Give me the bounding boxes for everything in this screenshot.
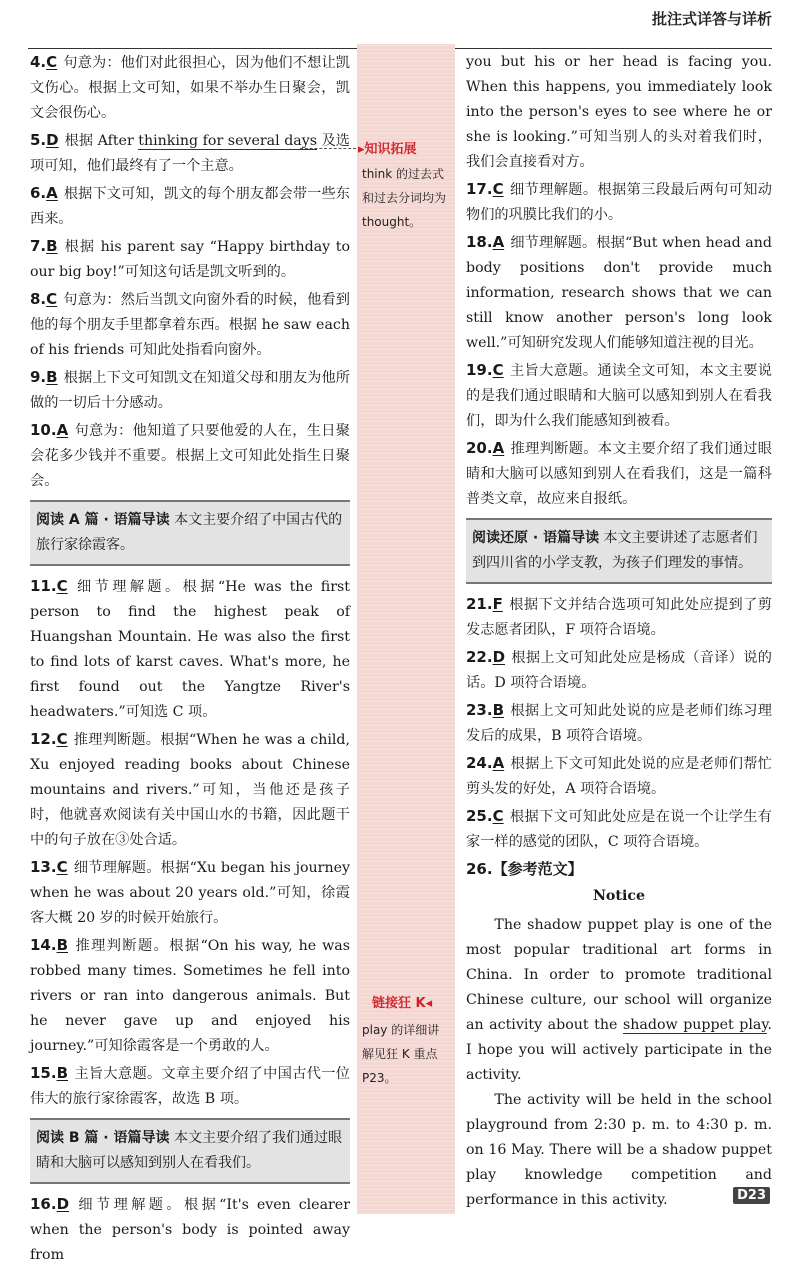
answer-text: 推理判断题。根据“When he was a child, Xu enjoyed reading books about Chinese mountains and rivers.”可知，当他还是孩子时，他就喜欢阅读有关中国山水的书籍，因此题干中的句子放在③处合适。 (30, 732, 350, 848)
answer-text: 句意为：他知道了只要他爱的人在，生日聚会花多少钱并不重要。根据上文可知此处指生日聚会。 (30, 423, 350, 489)
question-number: 14.B (30, 936, 69, 954)
question-number: 23.B (466, 701, 505, 719)
answer-letter: D (492, 648, 506, 666)
answer-item (30, 418, 350, 494)
answer-text: 细节理解题。根据“But when head and body positions don't provide much information, research shows that we can still know another person's long look well.”可知研究发现人们能够知道注视的目光。 (466, 235, 772, 351)
answer-letter: C (46, 53, 58, 71)
answer-text: 句意为：然后当凯文向窗外看的时候，他看到他的每个朋友手里都拿着东西。根据 he saw each of his friends 可知此处指看向窗外。 (30, 292, 350, 358)
guide-c-label: 阅读还原 · 语篇导读 (472, 530, 600, 546)
answer-letter: A (492, 233, 505, 251)
header-title: 批注式详答与详析 (651, 10, 772, 28)
answer-item (30, 365, 350, 416)
answer-text: 根据下文并结合选项可知此处应提到了剪发志愿者团队，F 项符合语境。 (466, 597, 772, 638)
question-number: 22.D (466, 648, 506, 666)
essay (466, 857, 772, 1213)
answer-text: 根据上下文可知凯文在知道父母和朋友为他所做的一切后十分感动。 (30, 370, 350, 411)
question-number: 11.C (30, 577, 68, 595)
question-number: 4.C (30, 53, 58, 71)
answer-item (30, 727, 350, 853)
essay-paragraph-1: The shadow puppet play is one of the most popular traditional art forms in China. In order to promote traditional Chinese culture, our school will organize an activity about the shadow puppet play. I hope you will actively participate in the activity. (466, 917, 772, 1083)
answer-letter: B (46, 237, 58, 255)
answer-item (466, 751, 772, 802)
answer-item (30, 50, 350, 126)
answer-item: 5.D 根据 After thinking for several days 及选项可知，他们最终有了一个主意。 (30, 131, 350, 174)
answer-item (466, 358, 772, 434)
answer-text: 细节理解题。根据第三段最后两句可知动物们的巩膜比我们的小。 (466, 182, 772, 223)
answer-text: 根据上文可知此处应是杨成（音译）说的话。D 项符合语境。 (466, 650, 772, 691)
answer-text: 细节理解题。根据“Xu began his journey when he was about 20 years old.”可知，徐霞客大概 20 岁的时候开始旅行。 (30, 860, 350, 926)
answer-text: 主旨大意题。通读全文可知，本文主要说的是我们通过眼睛和大脑可以感知到别人在看我们，即为什么我们能感知到被看。 (466, 363, 772, 429)
question-number: 10.A (30, 421, 69, 439)
guide-a (30, 500, 350, 566)
guide-b-text: 本文主要介绍了我们通过眼睛和大脑可以感知到别人在看我们。 (36, 1130, 342, 1171)
right-column (466, 50, 772, 1213)
answer-text: 推理判断题。本文主要介绍了我们通过眼睛和大脑可以感知到别人在看我们，这是一篇科普类文章，故应来自报纸。 (466, 441, 772, 507)
answer-letter: F (492, 595, 503, 613)
answer-text: 根据上下文可知此处说的应是老师们帮忙剪头发的好处，A 项符合语境。 (466, 756, 772, 797)
answer-item (466, 698, 772, 749)
question-number: 8.C (30, 290, 58, 308)
q16-continuation: you but his or her head is facing you. When this happens, you immediately look into the person's eyes to see where he or she is looking.”可知当别人的头对着我们时，我们会直接看对方。 (466, 54, 772, 170)
answer-item (466, 804, 772, 855)
answer-text: 推理判断题。根据“On his way, he was robbed many times. Sometimes he fell into rivers or ran into dangerous animals. But he never gave up and enjoyed his journey.”可知徐霞客是一个勇敢的人。 (30, 938, 350, 1054)
answer-letter: C (492, 361, 504, 379)
question-number: 24.A (466, 754, 505, 772)
question-number: 15.B (30, 1064, 69, 1082)
guide-a-text: 本文主要介绍了中国古代的旅行家徐霞客。 (36, 512, 343, 553)
guide-b (30, 1118, 350, 1184)
answer-text: 根据下文可知，凯文的每个朋友都会带一些东西来。 (30, 186, 350, 227)
answer-letter: B (492, 701, 505, 719)
note-arrow-1 (300, 148, 356, 149)
answer-text: 主旨大意题。文章主要介绍了中国古代一位伟大的旅行家徐霞客，故选 B 项。 (30, 1066, 350, 1107)
essay-title: Notice (592, 888, 646, 904)
answer-letter: A (56, 421, 69, 439)
guide-c-text: 本文主要讲述了志愿者们到四川省的小学支教，为孩子们理发的事情。 (472, 530, 758, 571)
note-tag-1: ▸知识拓展 (358, 142, 417, 157)
answer-item (466, 592, 772, 643)
answer-item (30, 287, 350, 363)
guide-b-label: 阅读 B 篇 · 语篇导读 (36, 1130, 170, 1146)
question-number: 13.C (30, 858, 68, 876)
question-number: 17.C (466, 180, 504, 198)
note-2: play 的详细讲解见狂 K 重点 P23。 (362, 1023, 440, 1085)
answer-letter: B (46, 368, 58, 386)
question-number: 18.A (466, 233, 505, 251)
guide-a-label: 阅读 A 篇 · 语篇导读 (36, 512, 170, 528)
answer-item (466, 645, 772, 696)
answer-letter: D (56, 1195, 70, 1213)
essay-paragraph-2: The activity will be held in the school playground from 2:30 p. m. to 4:30 p. m. on 16 May. There will be a shadow puppet play knowledge competition and performance in this activity. (466, 1092, 772, 1208)
answer-letter: C (492, 180, 504, 198)
question-number: 9.B (30, 368, 58, 386)
note-tag-2: 链接狂 K◂ (372, 996, 433, 1011)
question-number: 5.D (30, 131, 59, 149)
answer-item (466, 177, 772, 228)
answer-item (30, 855, 350, 931)
left-column (30, 50, 350, 1270)
answer-letter: A (46, 184, 58, 202)
question-number: 21.F (466, 595, 503, 613)
question-number: 16.D (30, 1195, 70, 1213)
essay-label: 26.【参考范文】 (466, 860, 583, 878)
answer-item (30, 574, 350, 725)
answer-item (30, 234, 350, 285)
answer-letter: C (492, 807, 504, 825)
answer-letter: C (56, 577, 68, 595)
answer-item (466, 436, 772, 512)
question-number: 12.C (30, 730, 68, 748)
answer-item (30, 1061, 350, 1112)
answer-letter: B (56, 1064, 69, 1082)
question-number: 6.A (30, 184, 58, 202)
answer-item (466, 230, 772, 356)
answer-text: 根据 his parent say “Happy birthday to our big boy!”可知这句话是凯文听到的。 (30, 239, 350, 280)
answer-letter: C (56, 730, 68, 748)
answer-letter: A (492, 754, 505, 772)
answer-text: 句意为：他们对此很担心，因为他们不想让凯文伤心。根据上文可知，如果不举办生日聚会，凯文会很伤心。 (30, 55, 350, 121)
question-number: 20.A (466, 439, 505, 457)
answer-item (30, 1192, 350, 1268)
answer-text: 根据下文可知此处应是在说一个让学生有家一样的感觉的团队，C 项符合语境。 (466, 809, 772, 850)
answer-letter: C (46, 290, 58, 308)
answer-text: 细节理解题。根据“He was the first person to find the highest peak of Huangshan Mountain. He was also the first to find lots of karst caves. What's more, he first found out the Yangtze River's headwaters.”可知选 C 项。 (30, 579, 350, 720)
answer-letter: D (46, 131, 59, 149)
note-1: think 的过去式和过去分词均为 thought。 (362, 167, 447, 229)
page-number: D23 (733, 1187, 770, 1204)
question-number: 7.B (30, 237, 58, 255)
answer-letter: B (56, 936, 69, 954)
answer-text: 细节理解题。根据“It's even clearer when the person's body is pointed away from (30, 1197, 350, 1263)
answer-letter: C (56, 858, 68, 876)
guide-c (466, 518, 772, 584)
answer-item (30, 933, 350, 1059)
answer-text: 根据上文可知此处说的应是老师们练习理发后的成果，B 项符合语境。 (466, 703, 772, 744)
answer-letter: A (492, 439, 505, 457)
question-number: 19.C (466, 361, 504, 379)
answer-item (30, 181, 350, 232)
question-number: 25.C (466, 807, 504, 825)
